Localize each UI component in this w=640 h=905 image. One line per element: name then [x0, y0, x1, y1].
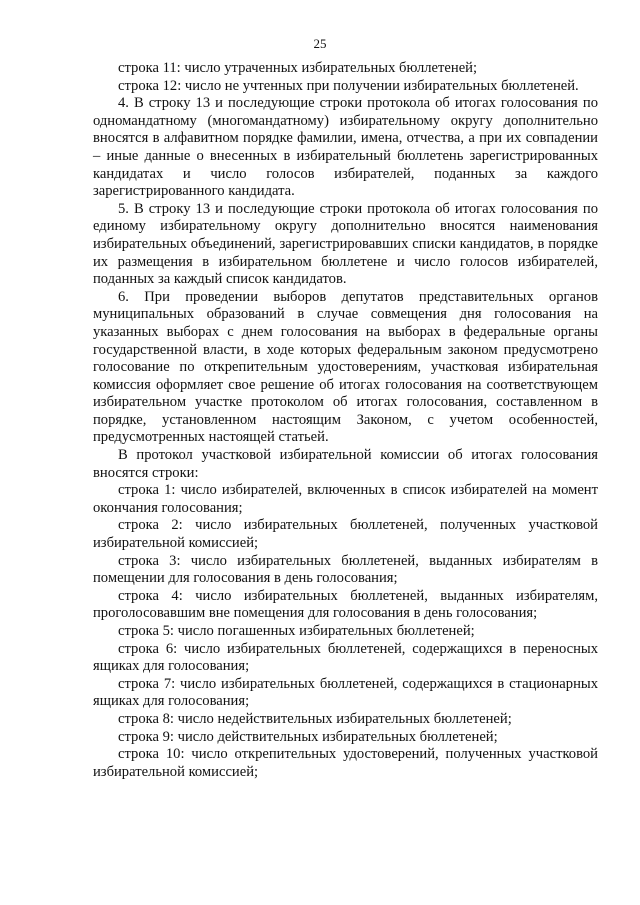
paragraph-row-11: строка 11: число утраченных избирательных бюллетеней;: [118, 60, 478, 76]
paragraph-row-7: строка 7: число избирательных бюллетеней, содержащихся в стационарных ящиках для голосования;: [93, 675, 598, 710]
paragraph-item-6: 6. При проведении выборов депутатов представительных органов муниципальных образований в случае совмещения дня голосования на указанных выборах с днем голосования на выборах в федеральные органы государственной власти, в ходе которых федеральным законом предусмотрено голосование по открепительным удостоверениям, участковая избирательная комиссия оформляет свое решение об итогах голосования на соответствующем избирательном участке протоколом об итогах голосования, составленном в порядке, установленном настоящим Законом, с учетом особенностей, предусмотренных настоящей статьей.: [93, 288, 598, 446]
paragraph-row-10: строка 10: число открепительных удостоверений, полученных участковой избирательной комиссией;: [93, 746, 598, 780]
paragraph-row-9: строка 9: число действительных избирательных бюллетеней;: [118, 728, 498, 745]
paragraph-row-12: строка 12: число не учтенных при получении избирательных бюллетеней.: [118, 77, 579, 94]
paragraph-item-5: 5. В строку 13 и последующие строки протокола об итогах голосования по единому избирательному округу дополнительно вносятся наименования избирательных объединений, зарегистрировавших списки кандидатов, в порядке их размещения в избирательном бюллетене и число голосов избирателей, поданных за каждый список кандидатов.: [93, 200, 598, 288]
paragraph-row-4: строка 4: число избирательных бюллетеней, выданных избирателям, проголосовавшим вне помещения для голосования в день голосования;: [93, 587, 598, 622]
paragraph-row-3: строка 3: число избирательных бюллетеней, выданных избирателям в помещении для голосования в день голосования;: [93, 552, 598, 587]
document-body: [93, 60, 598, 781]
paragraph-protocol-intro: В протокол участковой избирательной комиссии об итогах голосования вносятся строки:: [93, 447, 598, 481]
paragraph-row-2: строка 2: число избирательных бюллетеней, полученных участковой избирательной комиссией;: [93, 517, 598, 552]
paragraph-item-4: 4. В строку 13 и последующие строки протокола об итогах голосования по одномандатному (многомандатному) избирательному округу дополнительно вносятся в алфавитном порядке фамилии, имена, отчества, а при их совпадении – иные данные о внесенных в избирательный бюллетень зарегистрированных кандидатах и число голосов избирателей, поданных за каждого зарегистрированного кандидата.: [93, 95, 598, 200]
page-number: 25: [313, 36, 327, 51]
paragraph-row-5: строка 5: число погашенных избирательных бюллетеней;: [118, 623, 475, 639]
paragraph-row-1: строка 1: число избирателей, включенных в список избирателей на момент окончания голосования;: [93, 482, 598, 516]
paragraph-row-8: строка 8: число недействительных избирательных бюллетеней;: [118, 710, 512, 727]
paragraph-row-6: строка 6: число избирательных бюллетеней, содержащихся в переносных ящиках для голосования;: [93, 640, 598, 675]
